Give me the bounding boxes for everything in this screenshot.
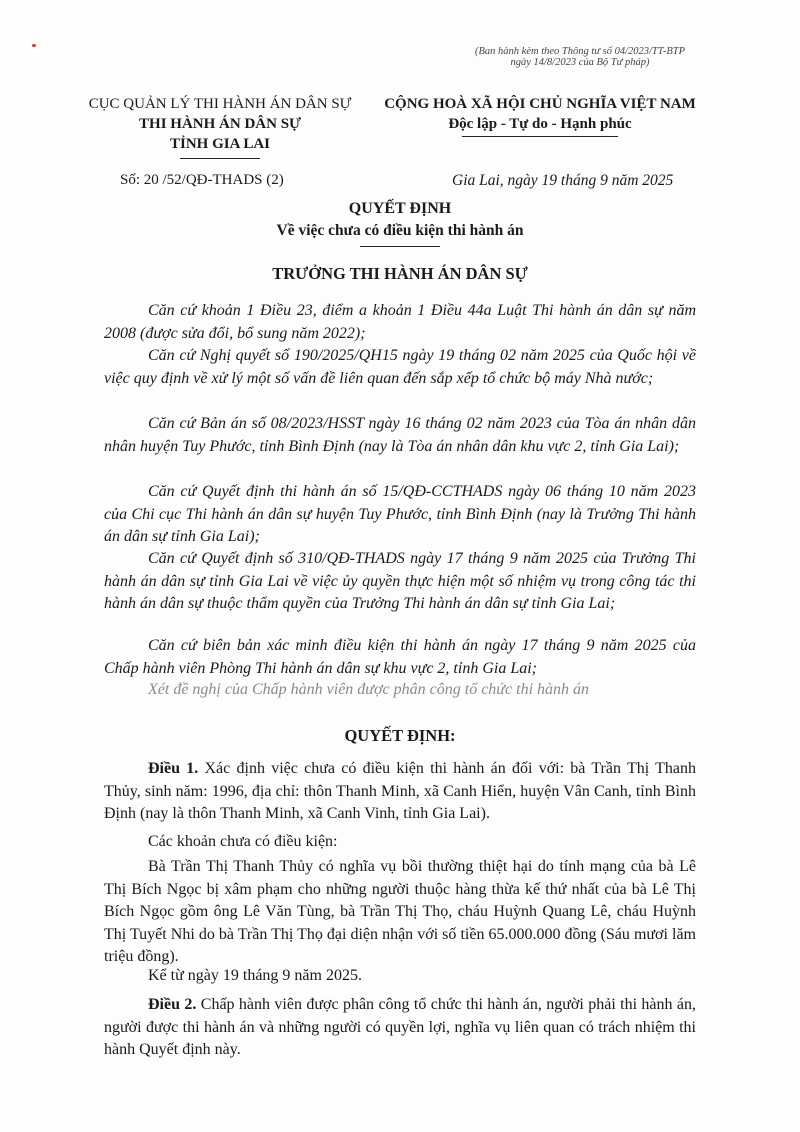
form-reference-line-1: (Ban hành kèm theo Thông tư số 04/2023/TT-BTP bbox=[475, 46, 685, 57]
form-reference-line-2: ngày 14/8/2023 của Bộ Tư pháp) bbox=[510, 57, 650, 68]
legal-basis-2: Căn cứ Nghị quyết số 190/2025/QH15 ngày 19 tháng 02 năm 2025 của Quốc hội về việc quy định về xử lý một số vấn đề liên quan đến sắp xếp tổ chức bộ máy Nhà nước; bbox=[104, 347, 696, 387]
effective-date: Kể từ ngày 19 tháng 9 năm 2025. bbox=[148, 967, 362, 984]
document-title: QUYẾT ĐỊNH bbox=[348, 200, 452, 217]
article-2 bbox=[104, 994, 696, 1062]
article-1-text: Xác định việc chưa có điều kiện thi hành án đối với: bà Trần Thị Thanh Thủy, sinh năm: 1996, địa chỉ: thôn Thanh Minh, xã Canh Hiển, huyện Vân Canh, tỉnh Bình Định (nay là thôn Thanh Minh, xã Canh Vinh, tỉnh Gia Lai). bbox=[104, 760, 697, 822]
place-date: Gia Lai, ngày 19 tháng 9 năm 2025 bbox=[452, 172, 674, 189]
legal-basis-5: Căn cứ Quyết định số 310/QĐ-THADS ngày 17 tháng 9 năm 2025 của Trưởng Thi hành án dân sự tỉnh Gia Lai về việc ủy quyền thực hiện một số nhiệm vụ trong công tác thi hành án dân sự thuộc thẩm quyền của Trưởng Thi hành án dân sự tỉnh Gia Lai; bbox=[104, 550, 696, 612]
document-number: Số: 20 /52/QĐ-THADS (2) bbox=[120, 172, 284, 188]
legal-basis-4: Căn cứ Quyết định thi hành án số 15/QĐ-CCTHADS ngày 06 tháng 10 năm 2023 của Chi cục Thi hành án dân sự huyện Tuy Phước, tỉnh Bình Định (nay là Trưởng Thi hành án dân sự tỉnh Gia Lai); bbox=[104, 483, 696, 545]
legal-basis-7: Xét đề nghị của Chấp hành viên được phân công tổ chức thi hành án bbox=[148, 681, 590, 698]
article-2-text: Chấp hành viên được phân công tổ chức thi hành án, người phải thi hành án, người được thi hành án và những người có quyền lợi, nghĩa vụ liên quan có trách nhiệm thi hành Quyết định này. bbox=[104, 996, 697, 1058]
legal-basis-1: Căn cứ khoản 1 Điều 23, điểm a khoản 1 Điều 44a Luật Thi hành án dân sự năm 2008 (được sửa đổi, bổ sung năm 2022); bbox=[104, 302, 696, 342]
conditions-text: Bà Trần Thị Thanh Thủy có nghĩa vụ bồi thường thiệt hại do tính mạng của bà Lê Thị Bích Ngọc bị xâm phạm cho những người thuộc hàng thừa kế thứ nhất của bà Lê Thị Bích Ngọc gồm ông Lê Văn Tùng, bà Trần Thị Thọ, cháu Huỳnh Quang Lê, cháu Huỳnh Thị Tuyết Nhi do bà Trần Thị Thọ đại diện nhận với số tiền 65.000.000 đồng (Sáu mươi lăm triệu đồng). bbox=[104, 858, 696, 965]
legal-basis-3: Căn cứ Bản án số 08/2023/HSST ngày 16 tháng 02 năm 2023 của Tòa án nhân dân nhân huyện Tuy Phước, tỉnh Bình Định (nay là Tòa án nhân dân khu vực 2, tỉnh Gia Lai); bbox=[104, 415, 696, 455]
article-1 bbox=[104, 758, 696, 826]
national-title: CỘNG HOÀ XÃ HỘI CHỦ NGHĨA VIỆT NAM bbox=[384, 96, 696, 112]
subtitle-underline bbox=[360, 246, 440, 247]
decision-heading: QUYẾT ĐỊNH: bbox=[344, 726, 456, 745]
form-reference-note bbox=[430, 46, 730, 68]
agency-line-2: THI HÀNH ÁN DÂN SỰ bbox=[139, 116, 301, 132]
article-2-label: Điều 2. bbox=[148, 996, 197, 1013]
national-header bbox=[360, 94, 720, 134]
authority-title: TRƯỞNG THI HÀNH ÁN DÂN SỰ bbox=[272, 264, 528, 283]
article-1-label: Điều 1. bbox=[148, 760, 199, 777]
agency-header bbox=[60, 94, 380, 154]
legal-basis-6: Căn cứ biên bản xác minh điều kiện thi hành án ngày 17 tháng 9 năm 2025 của Chấp hành viên Phòng Thi hành án dân sự khu vực 2, tỉnh Gia Lai; bbox=[104, 637, 696, 677]
agency-line-3: TỈNH GIA LAI bbox=[169, 136, 271, 152]
agency-line-1: CỤC QUẢN LÝ THI HÀNH ÁN DÂN SỰ bbox=[88, 96, 352, 112]
agency-underline bbox=[180, 158, 260, 159]
motto-underline bbox=[462, 136, 618, 137]
scan-mark bbox=[32, 44, 36, 47]
national-motto: Độc lập - Tự do - Hạnh phúc bbox=[448, 116, 632, 132]
conditions-label: Các khoản chưa có điều kiện: bbox=[148, 833, 338, 850]
document-subtitle: Về việc chưa có điều kiện thi hành án bbox=[276, 222, 524, 239]
